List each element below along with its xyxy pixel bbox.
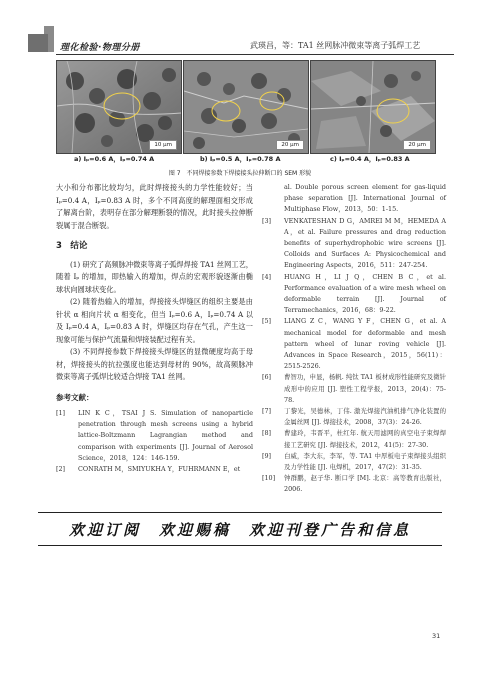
reference-number: [5] [262,317,272,326]
reference-number: [7] [262,407,272,416]
banner-rule-bottom [38,545,442,546]
reference-item [262,316,446,372]
header-rule [56,54,454,55]
conclusion-2: (2) 随着热输入的增加，焊接接头焊缝区的组织主要是由针状 α 相向片状 α 相变化，但当 Iₚ=0.6 A，Iₚ=0.74 A 以及 Iₚ=0.4 A，Iₚ=0.83 A 时，焊缝区均存在气孔，产生这一现象可能与保护气流量和焊接装配过程有关。 [56,297,253,344]
reference-text: LIANG Z C，WANG Y F，CHEN G，et al. A mechanical model for deformable and mesh pattern wheel of lunar roving vehicle [J]. Advances in Space Research，2015，56(11)：2515-2526. [284,317,446,371]
reference-text: CONRATH M，SMIYUKHA Y，FUHRMANN E，et [78,465,241,474]
reference-text: HUANG H，LI J Q，CHEN B C，et al. Performance evaluation of a wire mesh wheel on deformable terrain [J]. Journal of Terramechanics，2016，68：9-22. [284,272,446,315]
reference-text: 曹智功，申显，杨帆. 纯钛 TA1 板材成形性能研究及微针成形中的应用 [J]. 塑性工程学报，2013，20(4)：75-78. [284,373,446,404]
reference-item [262,372,446,406]
reference-number: [2] [56,465,66,474]
reference-text: 曹建玲，韦晋平，杜红年. 航天用滤网的真空电子束焊焊接工艺研究 [J]. 焊接技术，2012，41(5)：27-30. [284,429,446,449]
reference-number: [3] [262,216,272,225]
reference-number: [10] [262,474,276,483]
scale-bar-b: 20 μm [276,140,304,150]
conclusion-1: (1) 研究了高频脉冲微束等离子弧焊焊接 TA1 丝网工艺，随着 Iₚ 的增加，即热输入的增加，焊点的宏观形貌逐渐由椭球状向圆球状变化。 [56,259,253,294]
journal-logo-block [28,34,48,52]
banner-rule-top [38,512,442,513]
reference-text: 白威，李大东，李军，等. TA1 中厚板电子束焊接头组织及力学性能 [J]. 电焊机，2017，47(2)：31-35. [284,451,446,472]
reference-number: [4] [262,272,272,281]
subcaption-c: c) Iₚ=0.4 A，Iₚ=0.83 A [330,155,410,163]
reference-item [262,272,446,317]
subcaption-a: a) Iₚ=0.6 A，Iₚ=0.74 A [74,155,155,163]
reference-item [56,464,253,475]
sem-image-a [56,60,182,154]
figure-caption: 图 7 不同焊接参数下焊接接头拉伸断口的 SEM 形貌 [168,170,312,177]
reference-item [262,451,446,473]
scale-bar-c: 20 μm [403,140,431,150]
reference-text: VENKATESHAN D G，AMREI M M，HEMEDA A A，et al. Failure pressures and drag reduction benefits of superhydrophobic wire screens [J]. Colloids and Surfaces A: Physicochemical and Engineering Aspects，2016，511：247-254. [284,216,446,270]
reference-item [262,428,446,450]
subcaption-b: b) Iₚ=0.5 A，Iₚ=0.78 A [200,155,281,163]
reference-item [56,408,253,464]
intro-paragraph: 大小和分布都比较均匀，此时焊接接头的力学性能较好；当 Iₚ=0.4 A，Iₚ=0.83 A 时，多个不同高度的解理面相交形成了解离台阶，表明存在部分解理断裂的情况，此时接头拉伸断裂属于混合断裂。 [56,183,253,230]
sem-image-b [183,60,309,154]
reference-number: [1] [56,409,66,417]
section-heading: 3 结论 [56,241,88,251]
journal-name: 理化检验·物理分册 [60,43,140,53]
reference-text: LIN K C，TSAI J S. Simulation of nanoparticle penetration through mesh screens using a hybrid lattice-Boltzmann Lagrangian method and comparison with experiments [J]. Journal of Aerosol Science，2018，124：146-159. [78,409,253,462]
scale-bar-a: 10 μm [149,140,177,150]
reference-item [262,182,446,216]
conclusion-3: (3) 不同焊接参数下焊接接头焊缝区的显微硬度均高于母材，焊接接头的抗拉强度也能达到母材的 90%，故高频脉冲微束等离子弧焊比较适合焊接 TA1 丝网。 [56,347,253,381]
references-heading: 参考文献： [56,392,94,402]
reference-number: [6] [262,373,272,382]
page-number: 31 [432,632,441,640]
promo-banner: 欢迎订阅 欢迎赐稿 欢迎刊登广告和信息 [68,521,411,539]
sem-image-c [310,60,436,154]
left-column [56,182,253,475]
reference-text: 丁黎光，吴德林，丁伟. 激光焊接汽油机排气净化装置的金属丝网 [J]. 焊接技术，2008，37(3)：24-26. [284,407,446,427]
reference-text: 钟群鹏，赵子华. 断口学 [M]. 北京：高等教育出版社，2006. [284,474,446,494]
reference-number: [8] [262,429,272,438]
right-column-references [262,182,446,496]
reference-item [262,406,446,428]
reference-text: al. Double porous screen element for gas-liquid phase separation [J]. International Journal of Multiphase Flow，2013，50：1-15. [284,183,446,214]
reference-item [262,473,446,495]
reference-item [262,216,446,272]
reference-number: [9] [262,451,272,460]
running-title: 武瑛昌，等：TA1 丝网脉冲微束等离子弧焊工艺 [250,41,421,50]
